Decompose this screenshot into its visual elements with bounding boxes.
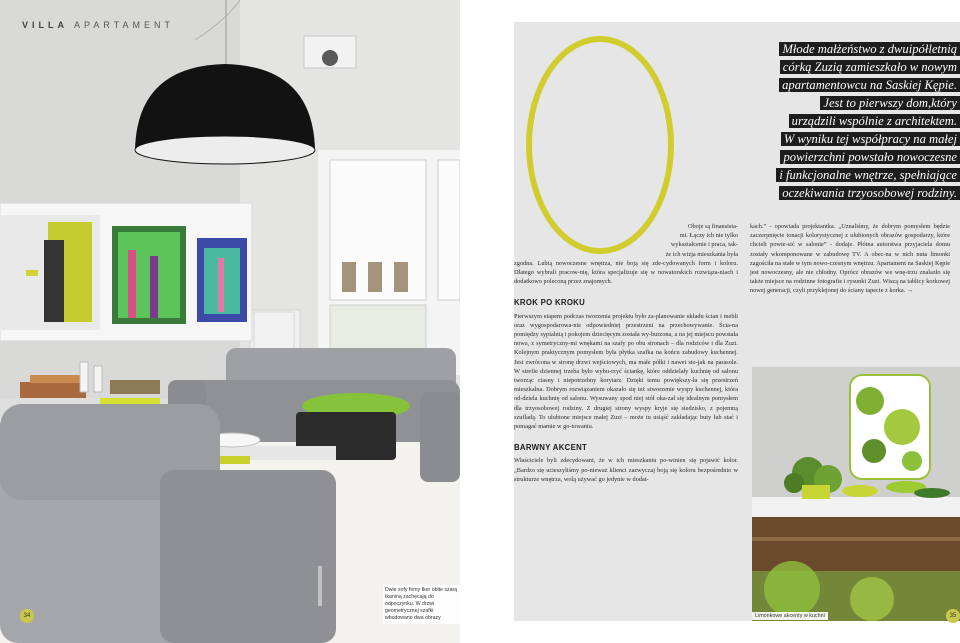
body-paragraph: kach.” - opowiada projektantka. „Uznaliśmy, że dobrym pomysłem będzie zaczerpnięcie tonacji kolorystycznej z ulubionych obrazów gospodarzy, które chcieli powie-sić w salonie” - dodaje. Płótna autorstwa przyjaciela domu zostały wkomponowane w zabudowę TV. A obec-na w nich nuta limonki zagościła na stałe w tym nowo-czesnym wnętrzu. Apartament na Saskiej Kępie jest nowoczesny, ale nie chłodny. Oprócz obrazów we wnę-trzu znalazło się także miejsce na rodzinne fotografie i rysunki Zuzi. Wiszą na tablicy korkowej nowej generacji, czyli przyklejonej do ściany tapecie z korka. →: [750, 223, 950, 295]
intro-line: urządzili wspólnie z architektem.: [789, 114, 960, 128]
page-number-right: 35: [946, 609, 960, 623]
lead-rest: zgodna. Lubią nowoczesne wnętrza, nie boją się zde-cydowanych form i koloru. Dlatego wybrali pracow-nię, która specjalizuje się w nowatorskich rozwiąza-niach i dodatkowo poleconą przez znajomych.: [514, 259, 738, 286]
intro-line: i funkcjonalne wnętrze, spełniające: [776, 168, 960, 182]
lead-line: mi. Łączy ich nie tylko: [679, 232, 738, 240]
masthead-section: APARTAMENT: [74, 20, 175, 30]
gutter: [460, 0, 514, 643]
masthead: [22, 20, 174, 30]
kitchen-photo-art: [752, 367, 960, 621]
section-heading: KROK PO KROKU: [514, 298, 586, 308]
article-column-1: [514, 222, 738, 484]
intro-line: Młode małżeństwo z dwuipółletnią: [779, 42, 960, 56]
left-page: [0, 0, 460, 643]
intro-deck: [754, 40, 960, 202]
body-paragraph: Pierwszym etapem podczas tworzenia projektu było za-planowanie układu ścian i mebli oraz wygospodarowa-nie odpowiedniej przestrzeni na przechowywanie. Ścia-na pomiędzy sypialnią i pokojem dziecięcym została wy-burzona, a na jej miejscu powstała nowa, z symetryczny-mi wnękami na szafy po obu stronach – dla rodziców i dla Zuzi. Kolejnym praktycznym pomysłem była płytka szafka na końcu zabudowy kuchennej. Jest zwrócona w stronę drzwi wejściowych, ma małe półki i nawet sto-jak na parasole. W strefie dziennej trzeba było wybu-rzyć ściankę, które oddzielały kuchnię od salonu tworząc ciasny i niepotrzebny korytarz. Dzięki temu powiększy-ła się przestrzeń mieszkalna. Dobrym rozwiązaniem okazało się też stworzenie wyspy kuchennej, która od-dziela kuchnię od salonu. Wysuwany spod niej stół oka-zał się idealnym pomysłem dla trzyosobowej rodziny. Z drugiej strony wyspy kryje się siedzisko, z pojemną szufladą. To ulubione miejsce małej Zuzi – może tu usiąść zakładając buty lub stać i pomagać mamie w go-towaniu.: [514, 312, 738, 431]
right-photo-caption: Limonkowe akcenty w kuchni: [752, 612, 828, 620]
living-room-photo: [0, 0, 460, 643]
intro-line: apartamentowcu na Saskiej Kępie.: [779, 78, 960, 92]
lead-paragraph: [514, 222, 738, 259]
article-column-2: [750, 222, 950, 296]
lead-line: że ich wizja mieszkania była: [665, 250, 738, 258]
masthead-brand: VILLA: [22, 20, 68, 30]
left-photo-caption: Dwie sofy firmy Iker obite szarą tkaniną zachęcają do odpoczynku. W drzwi geometrycznej szafki wbudowano dwa obrazy: [383, 585, 460, 624]
intro-line: Jest to pierwszy dom,który: [820, 96, 960, 110]
lead-line: wykształcenie i praca, tak-: [670, 241, 738, 249]
intro-line: oczekiwania trzyosobowej rodziny.: [779, 186, 960, 200]
lead-line: Oboje są finansista-: [687, 223, 738, 230]
section-heading: BARWNY AKCENT: [514, 443, 588, 453]
intro-line: W wyniku tej współpracy na małej: [781, 132, 960, 146]
kitchen-photo: [752, 367, 960, 621]
intro-line: córką Zuzią zamieszkało w nowym: [780, 60, 960, 74]
page-number-left: 34: [20, 609, 34, 623]
body-paragraph: Właściciele byli zdecydowani, że w ich mieszkaniu po-winien się pojawić kolor. „Bardzo się ucieszyliśmy po-nieważ klienci zazwyczaj boją się koloru bezpośrednio w strukturze wnętrza, wolą używać go jedynie w dodat-: [514, 457, 738, 483]
right-page: [514, 22, 960, 621]
intro-line: powierzchni powstało nowoczesne: [780, 150, 960, 164]
